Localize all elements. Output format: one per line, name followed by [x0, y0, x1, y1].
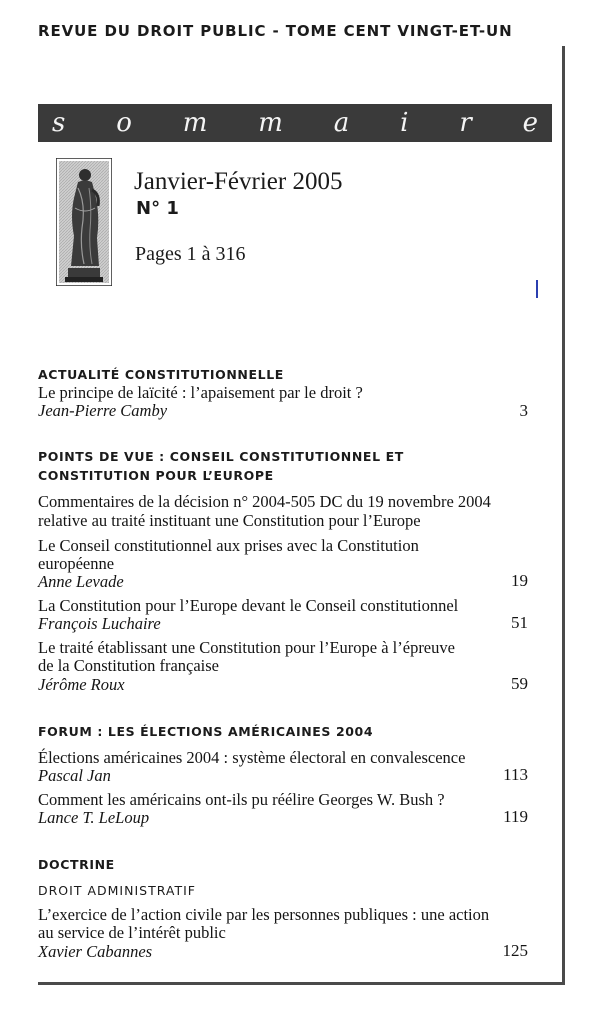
article-author: Pascal Jan: [38, 766, 111, 785]
issue-number: N° 1: [136, 198, 179, 219]
page-number: 3: [519, 401, 528, 420]
banner-letter: e: [522, 108, 538, 138]
article-title[interactable]: Élections américaines 2004 : système électoral en convalescence: [38, 748, 466, 767]
article-author: Anne Levade: [38, 572, 124, 591]
banner-letter: s: [52, 108, 66, 138]
article-title[interactable]: La Constitution pour l’Europe devant le Conseil constitutionnel: [38, 596, 459, 615]
article-author: Jérôme Roux: [38, 675, 125, 694]
article-group-title[interactable]: relative au traité instituant une Constitution pour l’Europe: [38, 511, 421, 530]
banner-letter: r: [459, 108, 472, 138]
article-title[interactable]: Le principe de laïcité : l’apaisement par le droit ?: [38, 383, 363, 402]
article-title[interactable]: au service de l’intérêt public: [38, 923, 226, 942]
page-number: 59: [511, 674, 528, 693]
right-border-rule: [562, 46, 565, 985]
banner-letter: a: [333, 108, 350, 138]
banner-letter: i: [400, 108, 409, 138]
statue-icon: [56, 158, 112, 286]
journal-title: REVUE DU DROIT PUBLIC - TOME CENT VINGT-ET-UN: [38, 22, 513, 40]
page-number: 119: [503, 807, 528, 826]
article-author: Jean-Pierre Camby: [38, 401, 168, 420]
article-author: Lance T. LeLoup: [38, 808, 150, 827]
section-heading: DOCTRINE: [38, 857, 115, 872]
sommaire-banner: [38, 104, 552, 142]
article-title[interactable]: Le traité établissant une Constitution pour l’Europe à l’épreuve: [38, 638, 455, 657]
article-author: Xavier Cabannes: [38, 942, 153, 961]
ink-mark: [536, 280, 538, 298]
page-number: 113: [503, 765, 528, 784]
banner-letter: o: [116, 108, 132, 138]
section-heading: POINTS DE VUE : CONSEIL CONSTITUTIONNEL ET: [38, 449, 404, 464]
article-group-title[interactable]: Commentaires de la décision n° 2004-505 DC du 19 novembre 2004: [38, 492, 491, 511]
article-title[interactable]: européenne: [38, 554, 115, 573]
issue-pages: Pages 1 à 316: [135, 243, 246, 265]
page-number: 19: [511, 571, 528, 590]
section-heading: FORUM : LES ÉLECTIONS AMÉRICAINES 2004: [38, 724, 374, 739]
page-number: 51: [511, 613, 528, 632]
page-number: 125: [502, 941, 528, 960]
issue-date: Janvier-Février 2005: [134, 168, 343, 195]
banner-letter: m: [182, 108, 208, 138]
subsection-heading: DROIT ADMINISTRATIF: [38, 883, 196, 898]
section-heading: CONSTITUTION POUR L’EUROPE: [38, 468, 274, 483]
article-title[interactable]: Comment les américains ont-ils pu réélire Georges W. Bush ?: [38, 790, 445, 809]
article-author: François Luchaire: [38, 614, 161, 633]
article-title[interactable]: de la Constitution française: [38, 656, 219, 675]
article-title[interactable]: L’exercice de l’action civile par les personnes publiques : une action: [38, 905, 490, 924]
article-title[interactable]: Le Conseil constitutionnel aux prises avec la Constitution: [38, 536, 419, 555]
bottom-border-rule: [38, 982, 565, 985]
banner-letter: m: [258, 108, 283, 138]
section-heading: ACTUALITÉ CONSTITUTIONNELLE: [38, 367, 284, 382]
